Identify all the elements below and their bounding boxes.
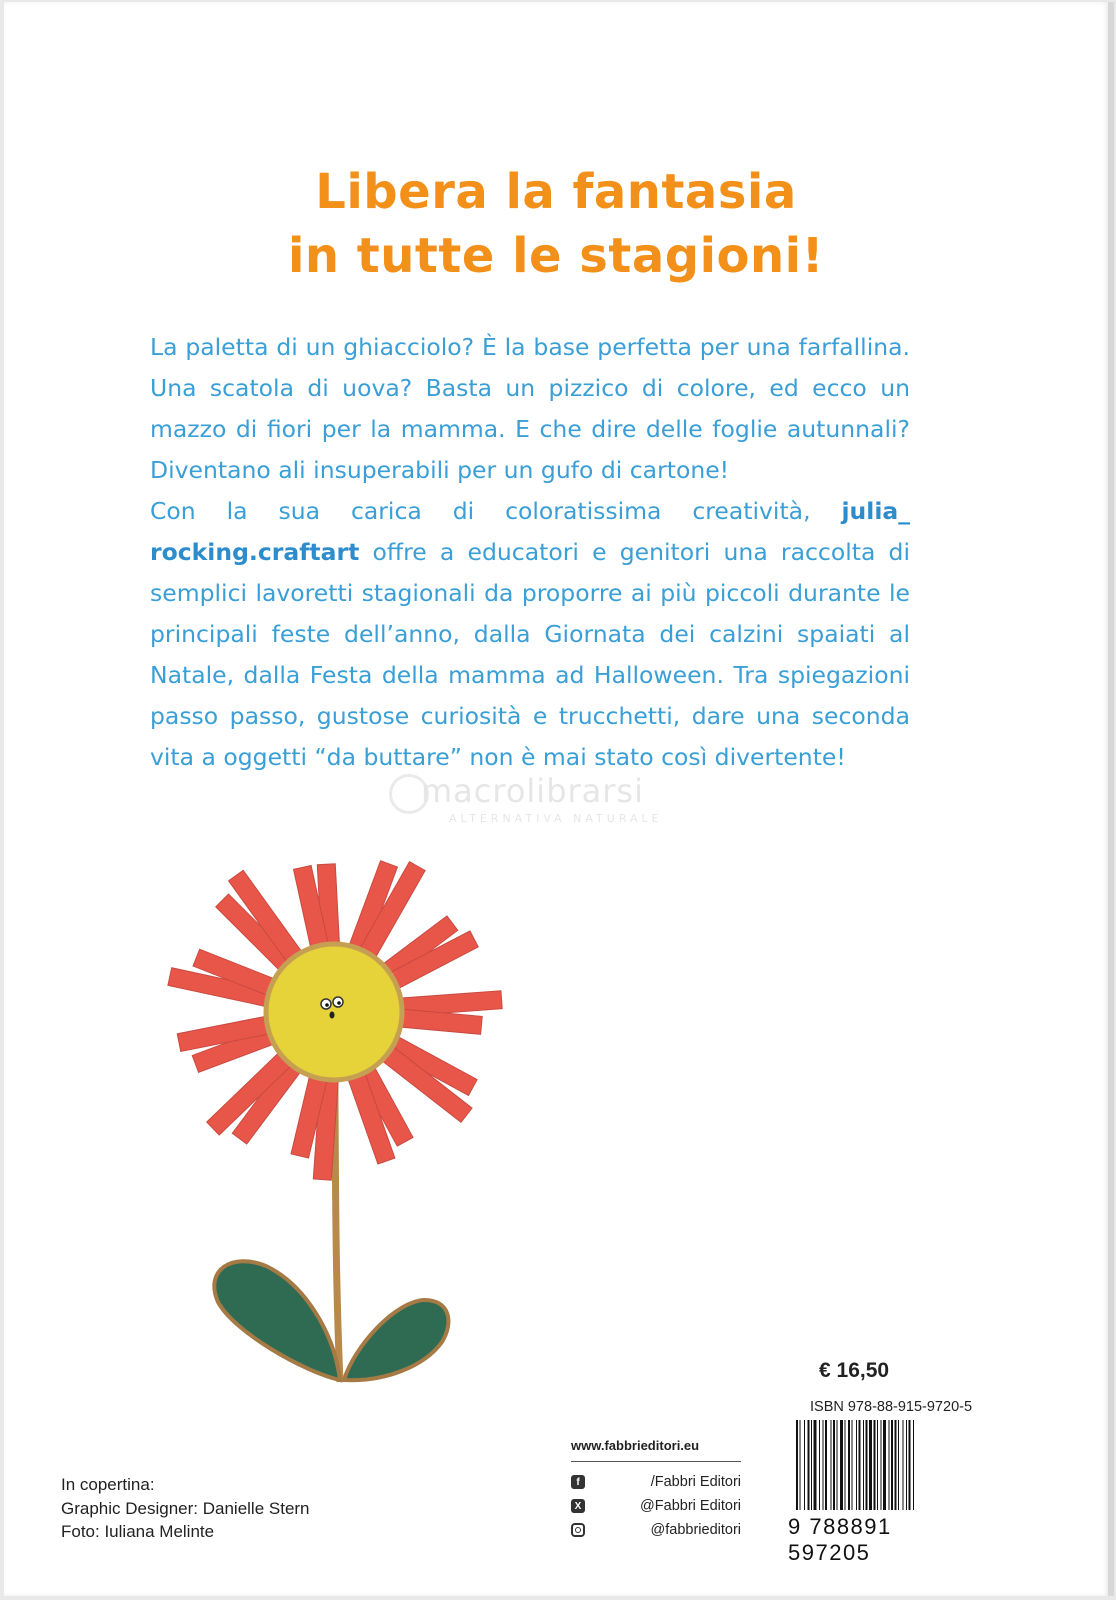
- flower-mouth: [330, 1012, 335, 1019]
- credits-designer: Graphic Designer: Danielle Stern: [61, 1498, 310, 1518]
- social-x: [571, 1494, 741, 1518]
- barcode-icon: [794, 1420, 969, 1515]
- watermark-name: macrolibrarsi: [421, 772, 644, 810]
- watermark-tagline: ALTERNATIVA NATURALE: [449, 812, 663, 825]
- author-handle: julia_ rocking.craftart: [150, 497, 910, 566]
- flower-center: [266, 944, 402, 1080]
- headline-line-2: in tutte le stagioni!: [287, 228, 825, 284]
- publisher-info: [571, 1438, 741, 1542]
- barcode-digits: 9 788891 597205: [788, 1514, 892, 1565]
- publisher-url: www.fabbrieditori.eu: [571, 1438, 741, 1462]
- headline-line-1: Libera la fantasia: [315, 164, 797, 220]
- flower-leaf-left: [214, 1261, 340, 1380]
- flower-leaf-right: [344, 1300, 448, 1380]
- instagram-handle: @fabbrieditori: [650, 1522, 741, 1538]
- flower-petal: [393, 1008, 482, 1034]
- back-cover: [4, 2, 1114, 1596]
- instagram-icon: [571, 1523, 585, 1537]
- isbn: ISBN 978-88-915-9720-5: [810, 1399, 973, 1415]
- x-icon: X: [571, 1499, 585, 1513]
- social-facebook: [571, 1470, 741, 1494]
- blurb-rest: offre a educatori e genitori una raccolta di semplici lavoretti stagionali da proporre ai più piccoli durante le principali feste dell’anno, dalla Giornata dei calzini spaiati al Natale, dalla Festa della mamma ad Halloween. Tra spiegazioni passo passo, gustose curiosità e trucchetti, dare una seconda vita a oggetti “da buttare” non è mai stato così divertente!: [150, 538, 910, 771]
- facebook-handle: /Fabbri Editori: [650, 1474, 741, 1490]
- price: € 16,50: [819, 1359, 890, 1382]
- cover-credits: [61, 1473, 310, 1544]
- blurb-paragraph-1: La paletta di un ghiacciolo? È la base perfetta per una farfallina. Una scatola di uova? Basta un pizzico di colore, ed ecco un mazzo di fiori per la mamma. E che dire delle foglie autunnali? Diventano ali insuperabili per un gufo di cartone!: [150, 333, 910, 484]
- blurb-intro: Con la sua carica di coloratissima creatività,: [150, 497, 842, 525]
- cardboard-flower-illustration: [4, 2, 1108, 1596]
- credits-photo: Foto: Iuliana Melinte: [61, 1522, 215, 1541]
- social-instagram: [571, 1518, 741, 1542]
- x-handle: @Fabbri Editori: [640, 1498, 741, 1514]
- credits-title: In copertina:: [61, 1475, 155, 1494]
- facebook-icon: f: [571, 1475, 585, 1489]
